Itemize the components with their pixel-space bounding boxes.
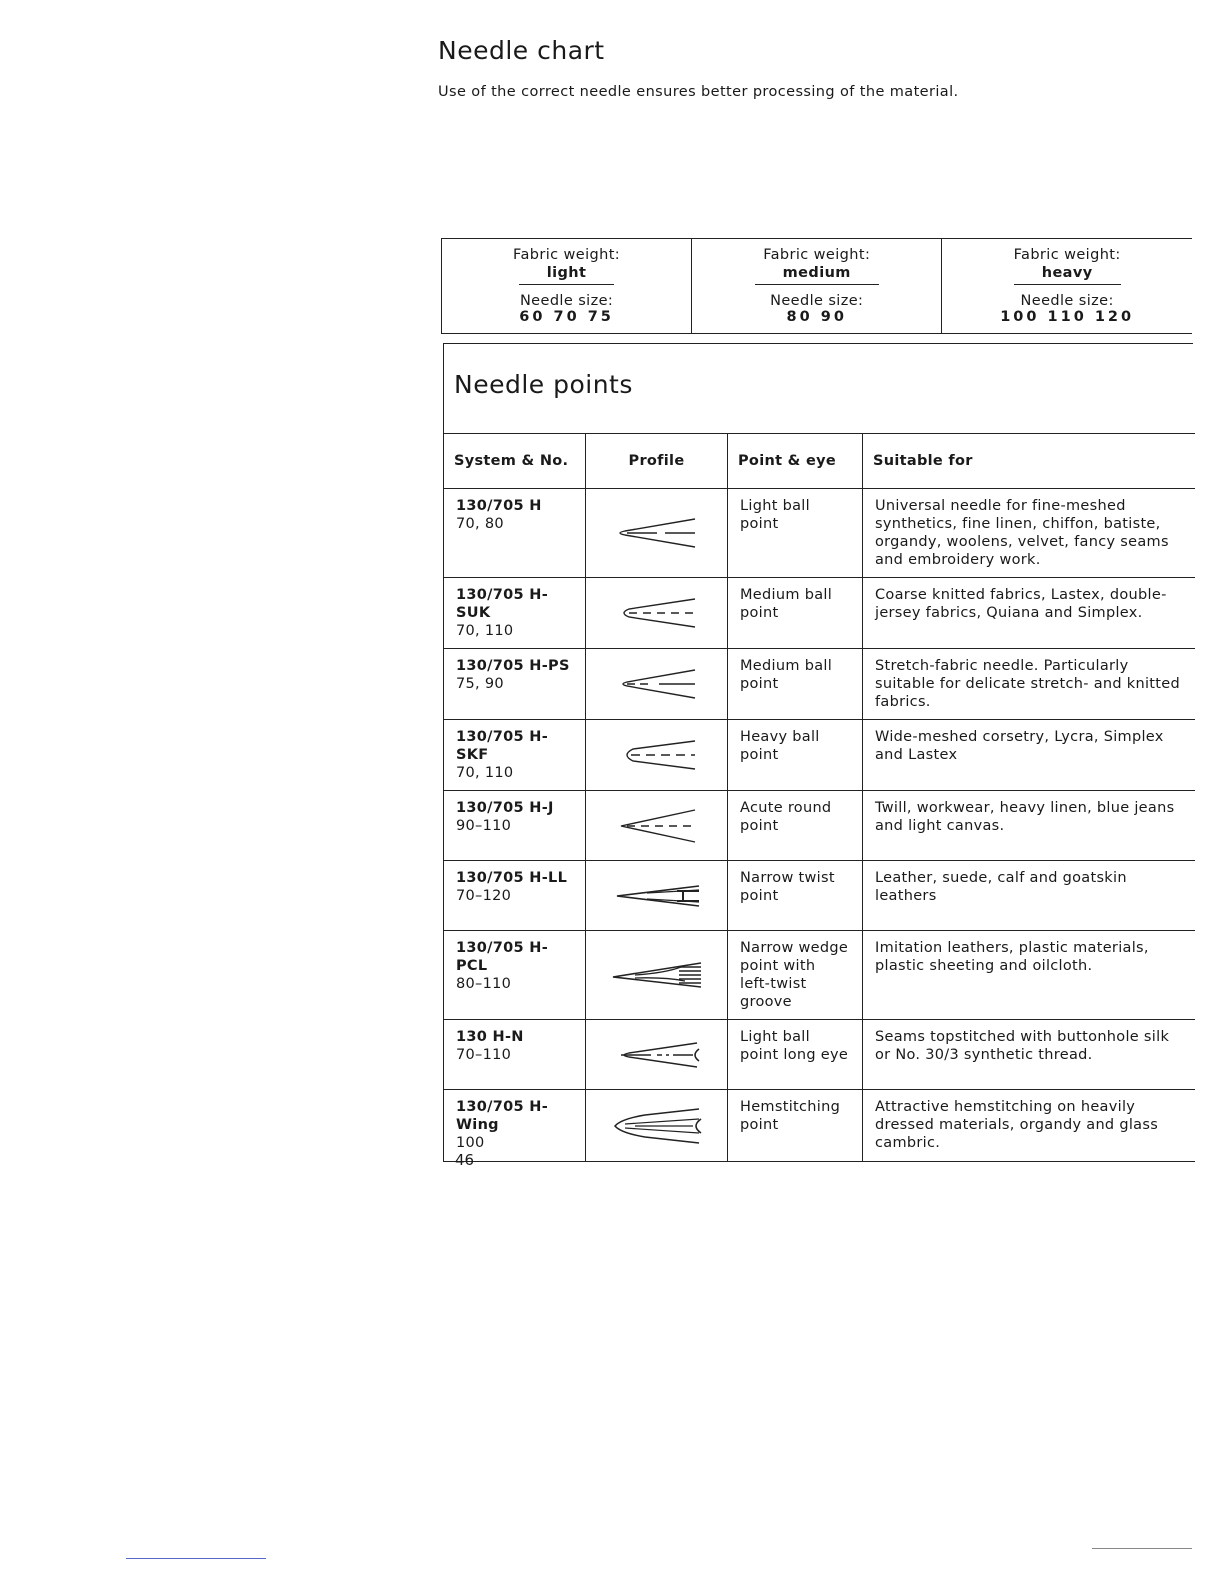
system-cell — [444, 1020, 586, 1090]
system-cell — [444, 720, 586, 791]
needle-points-title: Needle points — [454, 370, 633, 399]
point-cell: Narrow twist point — [728, 861, 863, 931]
system-code: 130/705 H-SUK — [456, 587, 549, 621]
system-cell — [444, 649, 586, 720]
needle-size-label: Needle size: — [1020, 293, 1114, 309]
profile-cell — [586, 1020, 728, 1090]
table-row — [444, 489, 1195, 578]
needle-long-eye-icon — [607, 1035, 707, 1075]
point-cell: Narrow wedge point with left-twist groove — [728, 931, 863, 1020]
table-row — [444, 861, 1195, 931]
table-row — [444, 649, 1195, 720]
header-profile: Profile — [586, 434, 728, 489]
scan-rule-left — [126, 1558, 266, 1559]
point-cell: Hemstitching point — [728, 1090, 863, 1162]
table-row — [444, 578, 1195, 649]
suitable-cell: Coarse knitted fabrics, Lastex, double-jersey fabrics, Quiana and Simplex. — [863, 578, 1195, 649]
suitable-cell: Attractive hemstitching on heavily dressed materials, organdy and glass cambric. — [863, 1090, 1195, 1162]
table-row — [444, 931, 1195, 1020]
table-header-row — [444, 434, 1195, 489]
profile-cell — [586, 931, 728, 1020]
fabric-weight-heavy — [942, 239, 1192, 334]
point-cell: Acute round point — [728, 791, 863, 861]
profile-cell — [586, 1090, 728, 1162]
system-cell — [444, 791, 586, 861]
needle-wedge-point-icon — [605, 955, 709, 995]
system-sizes: 90–110 — [456, 818, 512, 834]
fabric-weight-label: Fabric weight: — [1013, 247, 1121, 263]
needle-twist-point-icon — [607, 876, 707, 916]
needle-stretch-icon — [607, 664, 707, 704]
profile-cell — [586, 861, 728, 931]
system-code: 130/705 H-Wing — [456, 1099, 549, 1133]
fabric-weight-light — [442, 239, 692, 334]
needle-wing-icon — [605, 1105, 709, 1147]
fabric-weight-label: Fabric weight: — [763, 247, 871, 263]
system-cell — [444, 489, 586, 578]
fabric-weight-label: Fabric weight: — [513, 247, 621, 263]
header-point: Point & eye — [728, 434, 863, 489]
suitable-cell: Twill, workwear, heavy linen, blue jeans and light canvas. — [863, 791, 1195, 861]
needle-points-table — [443, 433, 1195, 1162]
fabric-weight-value: light — [519, 265, 615, 285]
system-code: 130/705 H-PCL — [456, 940, 549, 974]
point-cell: Medium ball point — [728, 578, 863, 649]
system-sizes: 80–110 — [456, 976, 512, 992]
profile-cell — [586, 791, 728, 861]
profile-cell — [586, 649, 728, 720]
page-title: Needle chart — [438, 36, 605, 65]
system-code: 130/705 H-SKF — [456, 729, 549, 763]
needle-ball-point-icon — [607, 513, 707, 553]
needle-size-label: Needle size: — [519, 293, 614, 309]
system-sizes: 70, 80 — [456, 516, 504, 532]
scan-rule-right — [1092, 1548, 1192, 1549]
system-sizes: 75, 90 — [456, 676, 504, 692]
point-cell: Heavy ball point — [728, 720, 863, 791]
fabric-weight-value: heavy — [1014, 265, 1121, 285]
system-code: 130/705 H-PS — [456, 658, 570, 674]
suitable-cell: Imitation leathers, plastic materials, plastic sheeting and oilcloth. — [863, 931, 1195, 1020]
point-cell: Light ball point long eye — [728, 1020, 863, 1090]
system-code: 130/705 H — [456, 498, 542, 514]
needle-size-label: Needle size: — [770, 293, 864, 309]
needle-size-value: 60 70 75 — [519, 309, 614, 325]
page-number: 46 — [455, 1151, 475, 1169]
suitable-cell: Leather, suede, calf and goatskin leathers — [863, 861, 1195, 931]
system-code: 130 H-N — [456, 1029, 524, 1045]
point-cell: Medium ball point — [728, 649, 863, 720]
system-code: 130/705 H-LL — [456, 870, 568, 886]
fabric-weight-value: medium — [755, 265, 879, 285]
suitable-cell: Stretch-fabric needle. Particularly suitable for delicate stretch- and knitted fabrics. — [863, 649, 1195, 720]
header-suitable: Suitable for — [863, 434, 1195, 489]
system-cell — [444, 931, 586, 1020]
needle-size-value: 100 110 120 — [1000, 309, 1135, 325]
system-sizes: 70, 110 — [456, 623, 514, 639]
suitable-cell: Seams topstitched with buttonhole silk or No. 30/3 synthetic thread. — [863, 1020, 1195, 1090]
system-code: 130/705 H-J — [456, 800, 554, 816]
system-sizes: 70, 110 — [456, 765, 514, 781]
fabric-weight-medium — [692, 239, 942, 334]
profile-cell — [586, 578, 728, 649]
table-row — [444, 1090, 1195, 1162]
system-cell — [444, 861, 586, 931]
needle-size-value: 80 90 — [786, 309, 847, 325]
needle-heavy-ball-icon — [607, 735, 707, 775]
suitable-cell: Universal needle for fine-meshed synthetics, fine linen, chiffon, batiste, organdy, woolens, velvet, fancy seams and embroidery work. — [863, 489, 1195, 578]
system-cell — [444, 578, 586, 649]
table-row — [444, 1020, 1195, 1090]
fabric-weight-table — [441, 238, 1192, 334]
profile-cell — [586, 489, 728, 578]
suitable-cell: Wide-meshed corsetry, Lycra, Simplex and Lastex — [863, 720, 1195, 791]
intro-text: Use of the correct needle ensures better processing of the material. — [438, 84, 959, 100]
system-sizes: 70–110 — [456, 1047, 512, 1063]
needle-medium-ball-icon — [607, 593, 707, 633]
needle-acute-point-icon — [607, 806, 707, 846]
system-sizes: 70–120 — [456, 888, 512, 904]
profile-cell — [586, 720, 728, 791]
point-cell: Light ball point — [728, 489, 863, 578]
table-row — [444, 720, 1195, 791]
header-system: System & No. — [444, 434, 586, 489]
table-row — [444, 791, 1195, 861]
system-sizes: 100 — [456, 1135, 485, 1151]
